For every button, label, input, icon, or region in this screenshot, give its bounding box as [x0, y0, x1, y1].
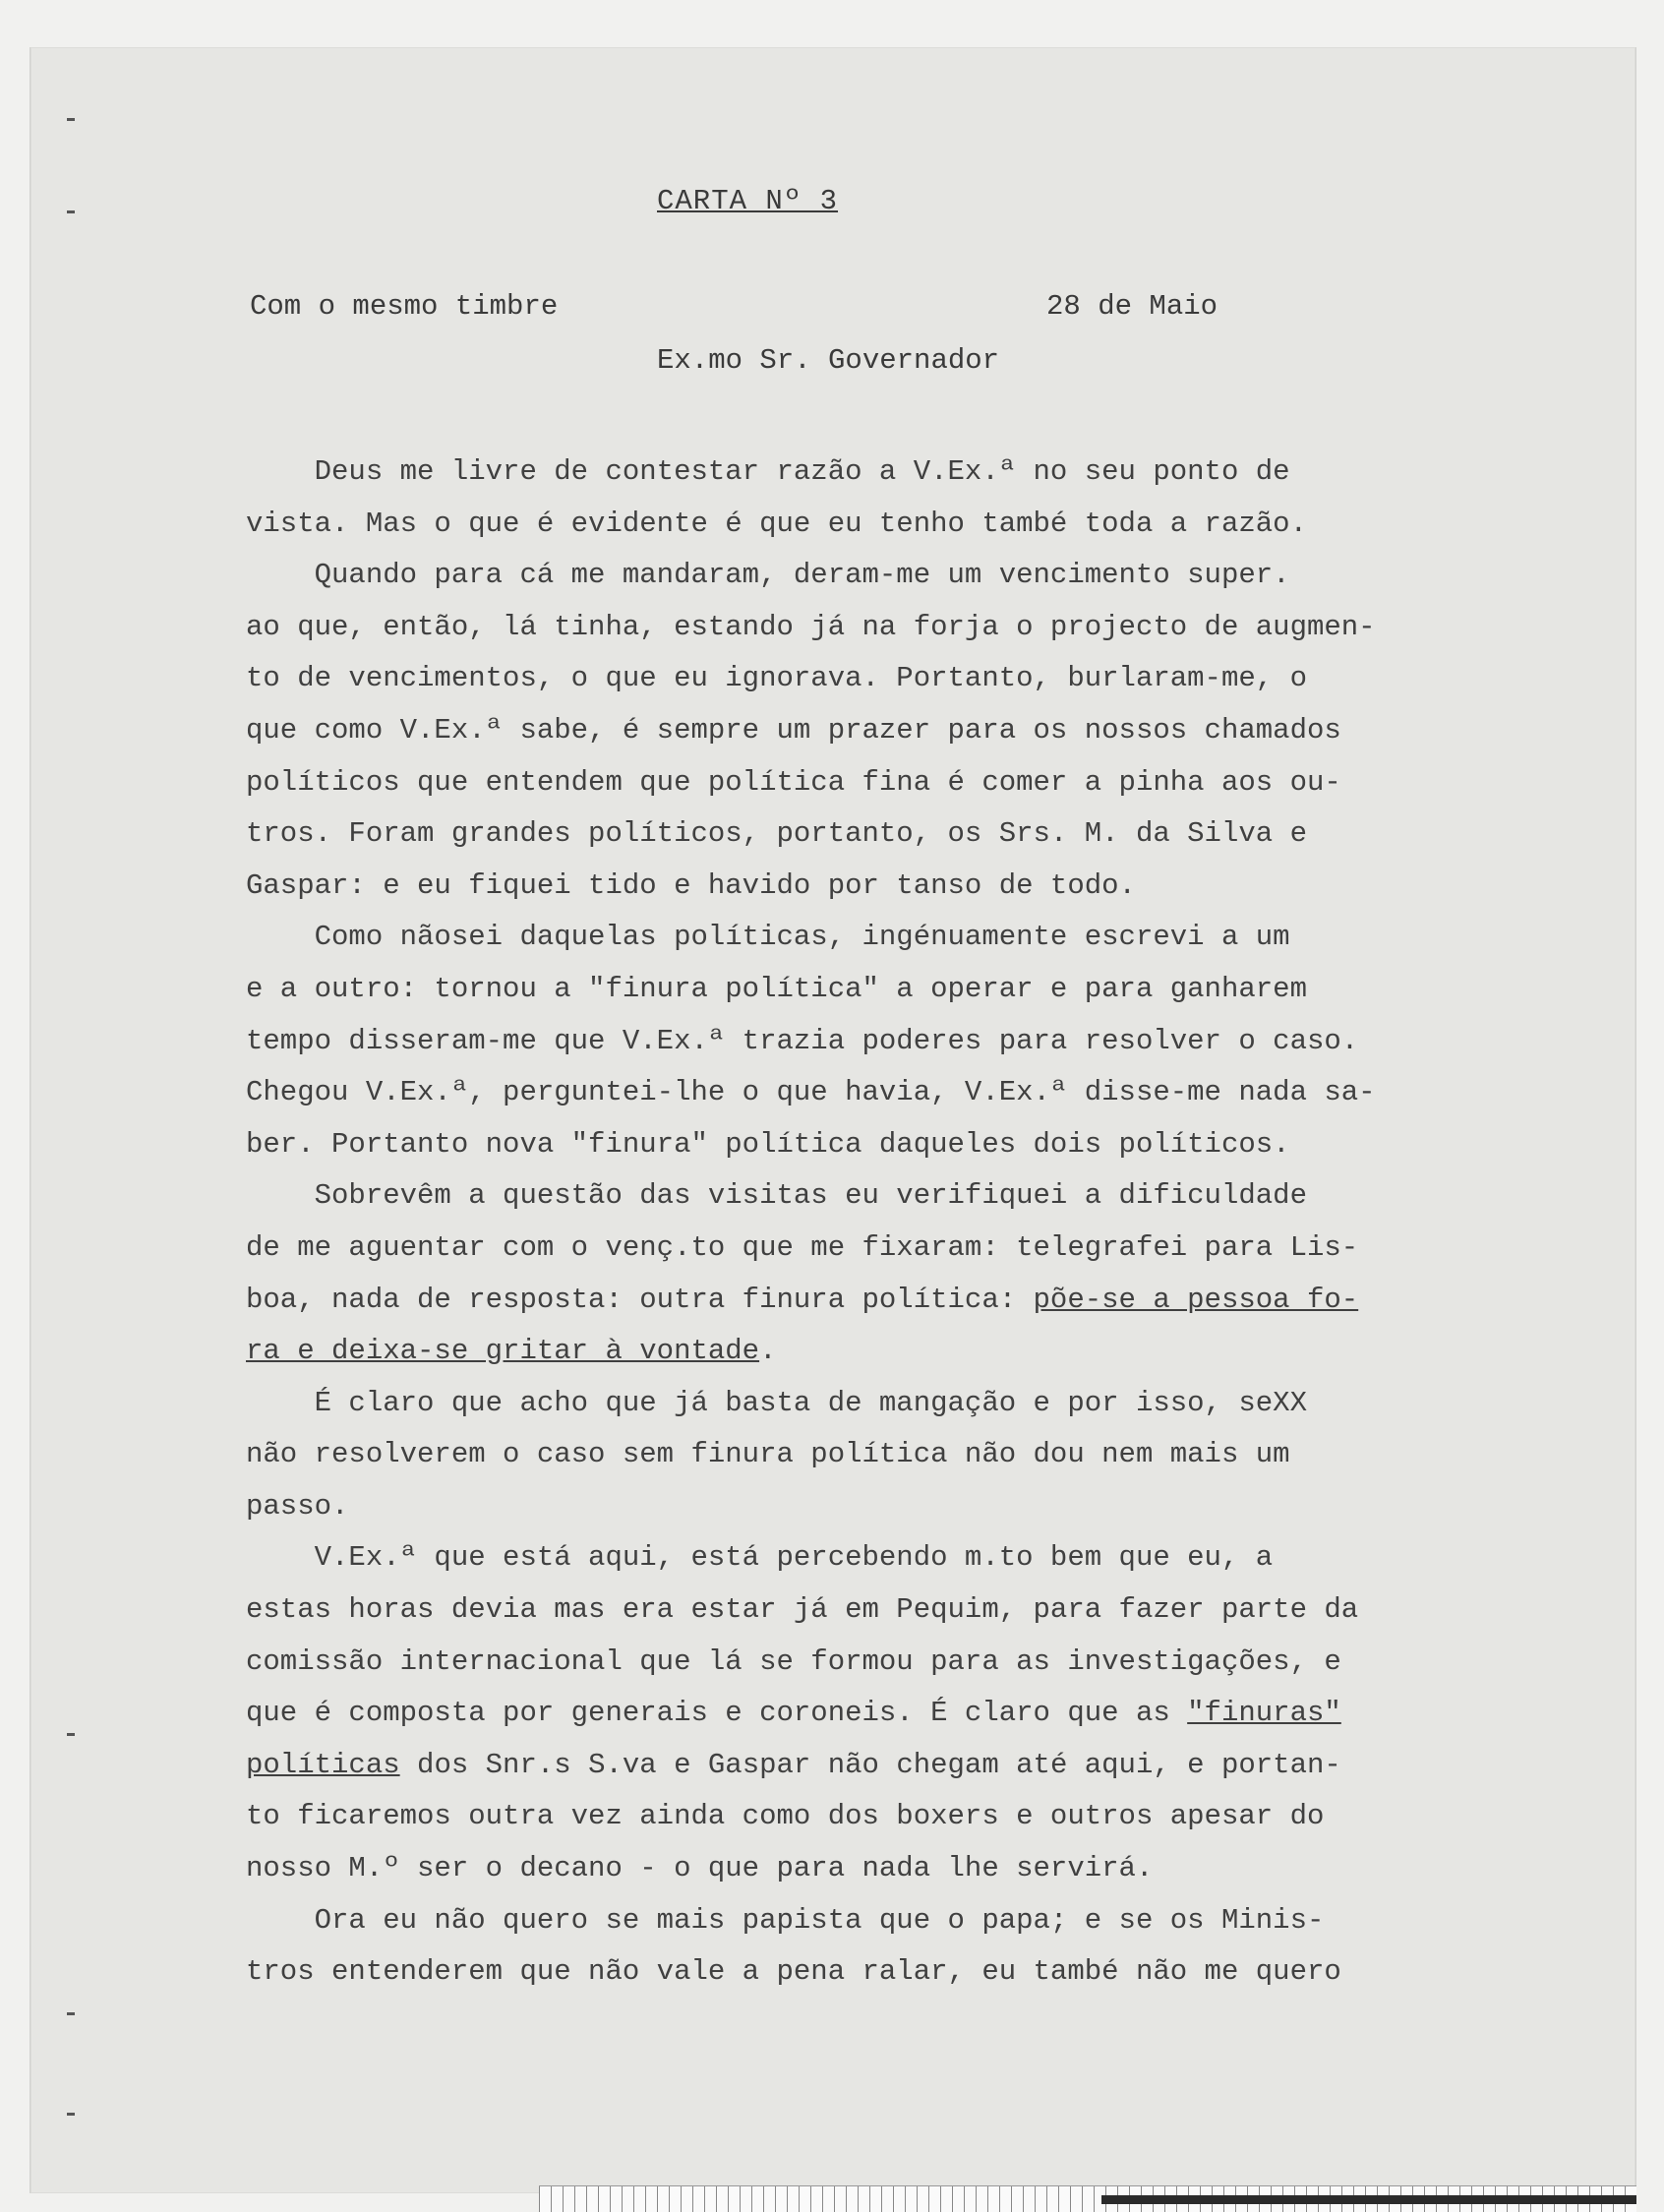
body-line: Deus me livre de contestar razão a V.Ex.ª no seu ponto de	[246, 455, 1290, 488]
body-text-span: dos Snr.s S.va e Gaspar não chegam até aqui, e portan-	[399, 1748, 1341, 1781]
body-text-span: boa, nada de resposta: outra finura política:	[246, 1283, 1034, 1316]
body-line: estas horas devia mas era estar já em Pequim, para fazer parte da	[246, 1593, 1359, 1627]
body-line: passo.	[246, 1489, 349, 1523]
body-line: Chegou V.Ex.ª, perguntei-lhe o que havia, V.Ex.ª disse-me nada sa-	[246, 1076, 1376, 1109]
body-text-span: .	[759, 1335, 777, 1368]
body-line: políticos que entendem que política fina é comer a pinha aos ou-	[246, 765, 1341, 799]
margin-mark	[67, 2113, 75, 2116]
body-line: vista. Mas o que é evidente é que eu tenho també toda a razão.	[246, 507, 1307, 540]
body-line: que como V.Ex.ª sabe, é sempre um prazer para os nossos chamados	[246, 713, 1341, 747]
underlined-phrase: políticas	[246, 1748, 400, 1781]
letter-title: CARTA Nº 3	[657, 185, 839, 217]
body-line: Ora eu não quero se mais papista que o papa; e se os Minis-	[246, 1903, 1325, 1937]
body-line: to de vencimentos, o que eu ignorava. Portanto, burlaram-me, o	[246, 662, 1307, 695]
margin-mark	[67, 210, 75, 213]
underlined-phrase: "finuras"	[1187, 1697, 1341, 1730]
scale-bar	[1101, 2195, 1636, 2204]
salutation: Ex.mo Sr. Governador	[657, 344, 1000, 377]
body-line: nosso M.º ser o decano - o que para nada lhe servirá.	[246, 1852, 1154, 1885]
body-line	[246, 1688, 1534, 1740]
body-text-span: que é composta por generais e coroneis. É claro que as	[246, 1697, 1188, 1730]
body-line: V.Ex.ª que está aqui, está percebendo m.to bem que eu, a	[246, 1541, 1274, 1575]
body-line: de me aguentar com o venç.to que me fixaram: telegrafei para Lis-	[246, 1230, 1359, 1264]
margin-mark	[67, 2012, 75, 2015]
body-line	[246, 1740, 1534, 1792]
margin-mark	[67, 1733, 75, 1736]
body-line: Sobrevêm a questão das visitas eu verifiquei a dificuldade	[246, 1179, 1307, 1213]
body-line: Quando para cá me mandaram, deram-me um vencimento super.	[246, 559, 1290, 592]
underlined-phrase: ra e deixa-se gritar à vontade	[246, 1335, 760, 1368]
body-line: tempo disseram-me que V.Ex.ª trazia poderes para resolver o caso.	[246, 1024, 1359, 1057]
body-line: tros entenderem que não vale a pena ralar, eu també não me quero	[246, 1955, 1341, 1989]
body-line	[246, 1275, 1534, 1327]
body-line	[246, 1326, 1534, 1378]
body-line: Gaspar: e eu fiquei tido e havido por tanso de todo.	[246, 868, 1136, 902]
body-line: to ficaremos outra vez ainda como dos boxers e outros apesar do	[246, 1800, 1325, 1833]
body-line: É claro que acho que já basta de mangação e por isso, seXX	[246, 1386, 1307, 1419]
margin-mark	[67, 118, 75, 121]
body-line: ao que, então, lá tinha, estando já na forja o projecto de augmen-	[246, 610, 1376, 643]
underlined-phrase: põe-se a pessoa fo-	[1033, 1283, 1359, 1316]
body-line: ber. Portanto nova "finura" política daqueles dois políticos.	[246, 1127, 1290, 1161]
letterhead-note: Com o mesmo timbre	[250, 290, 559, 323]
body-line: comissão internacional que lá se formou para as investigações, e	[246, 1644, 1341, 1678]
letter-body	[246, 447, 1534, 1999]
body-line: não resolverem o caso sem finura política não dou nem mais um	[246, 1438, 1290, 1471]
body-line: Como nãosei daquelas políticas, ingénuamente escrevi a um	[246, 921, 1290, 954]
letter-date: 28 de Maio	[1046, 290, 1218, 323]
body-line: e a outro: tornou a "finura política" a operar e para ganharem	[246, 972, 1307, 1005]
body-line: tros. Foram grandes políticos, portanto, os Srs. M. da Silva e	[246, 817, 1307, 851]
